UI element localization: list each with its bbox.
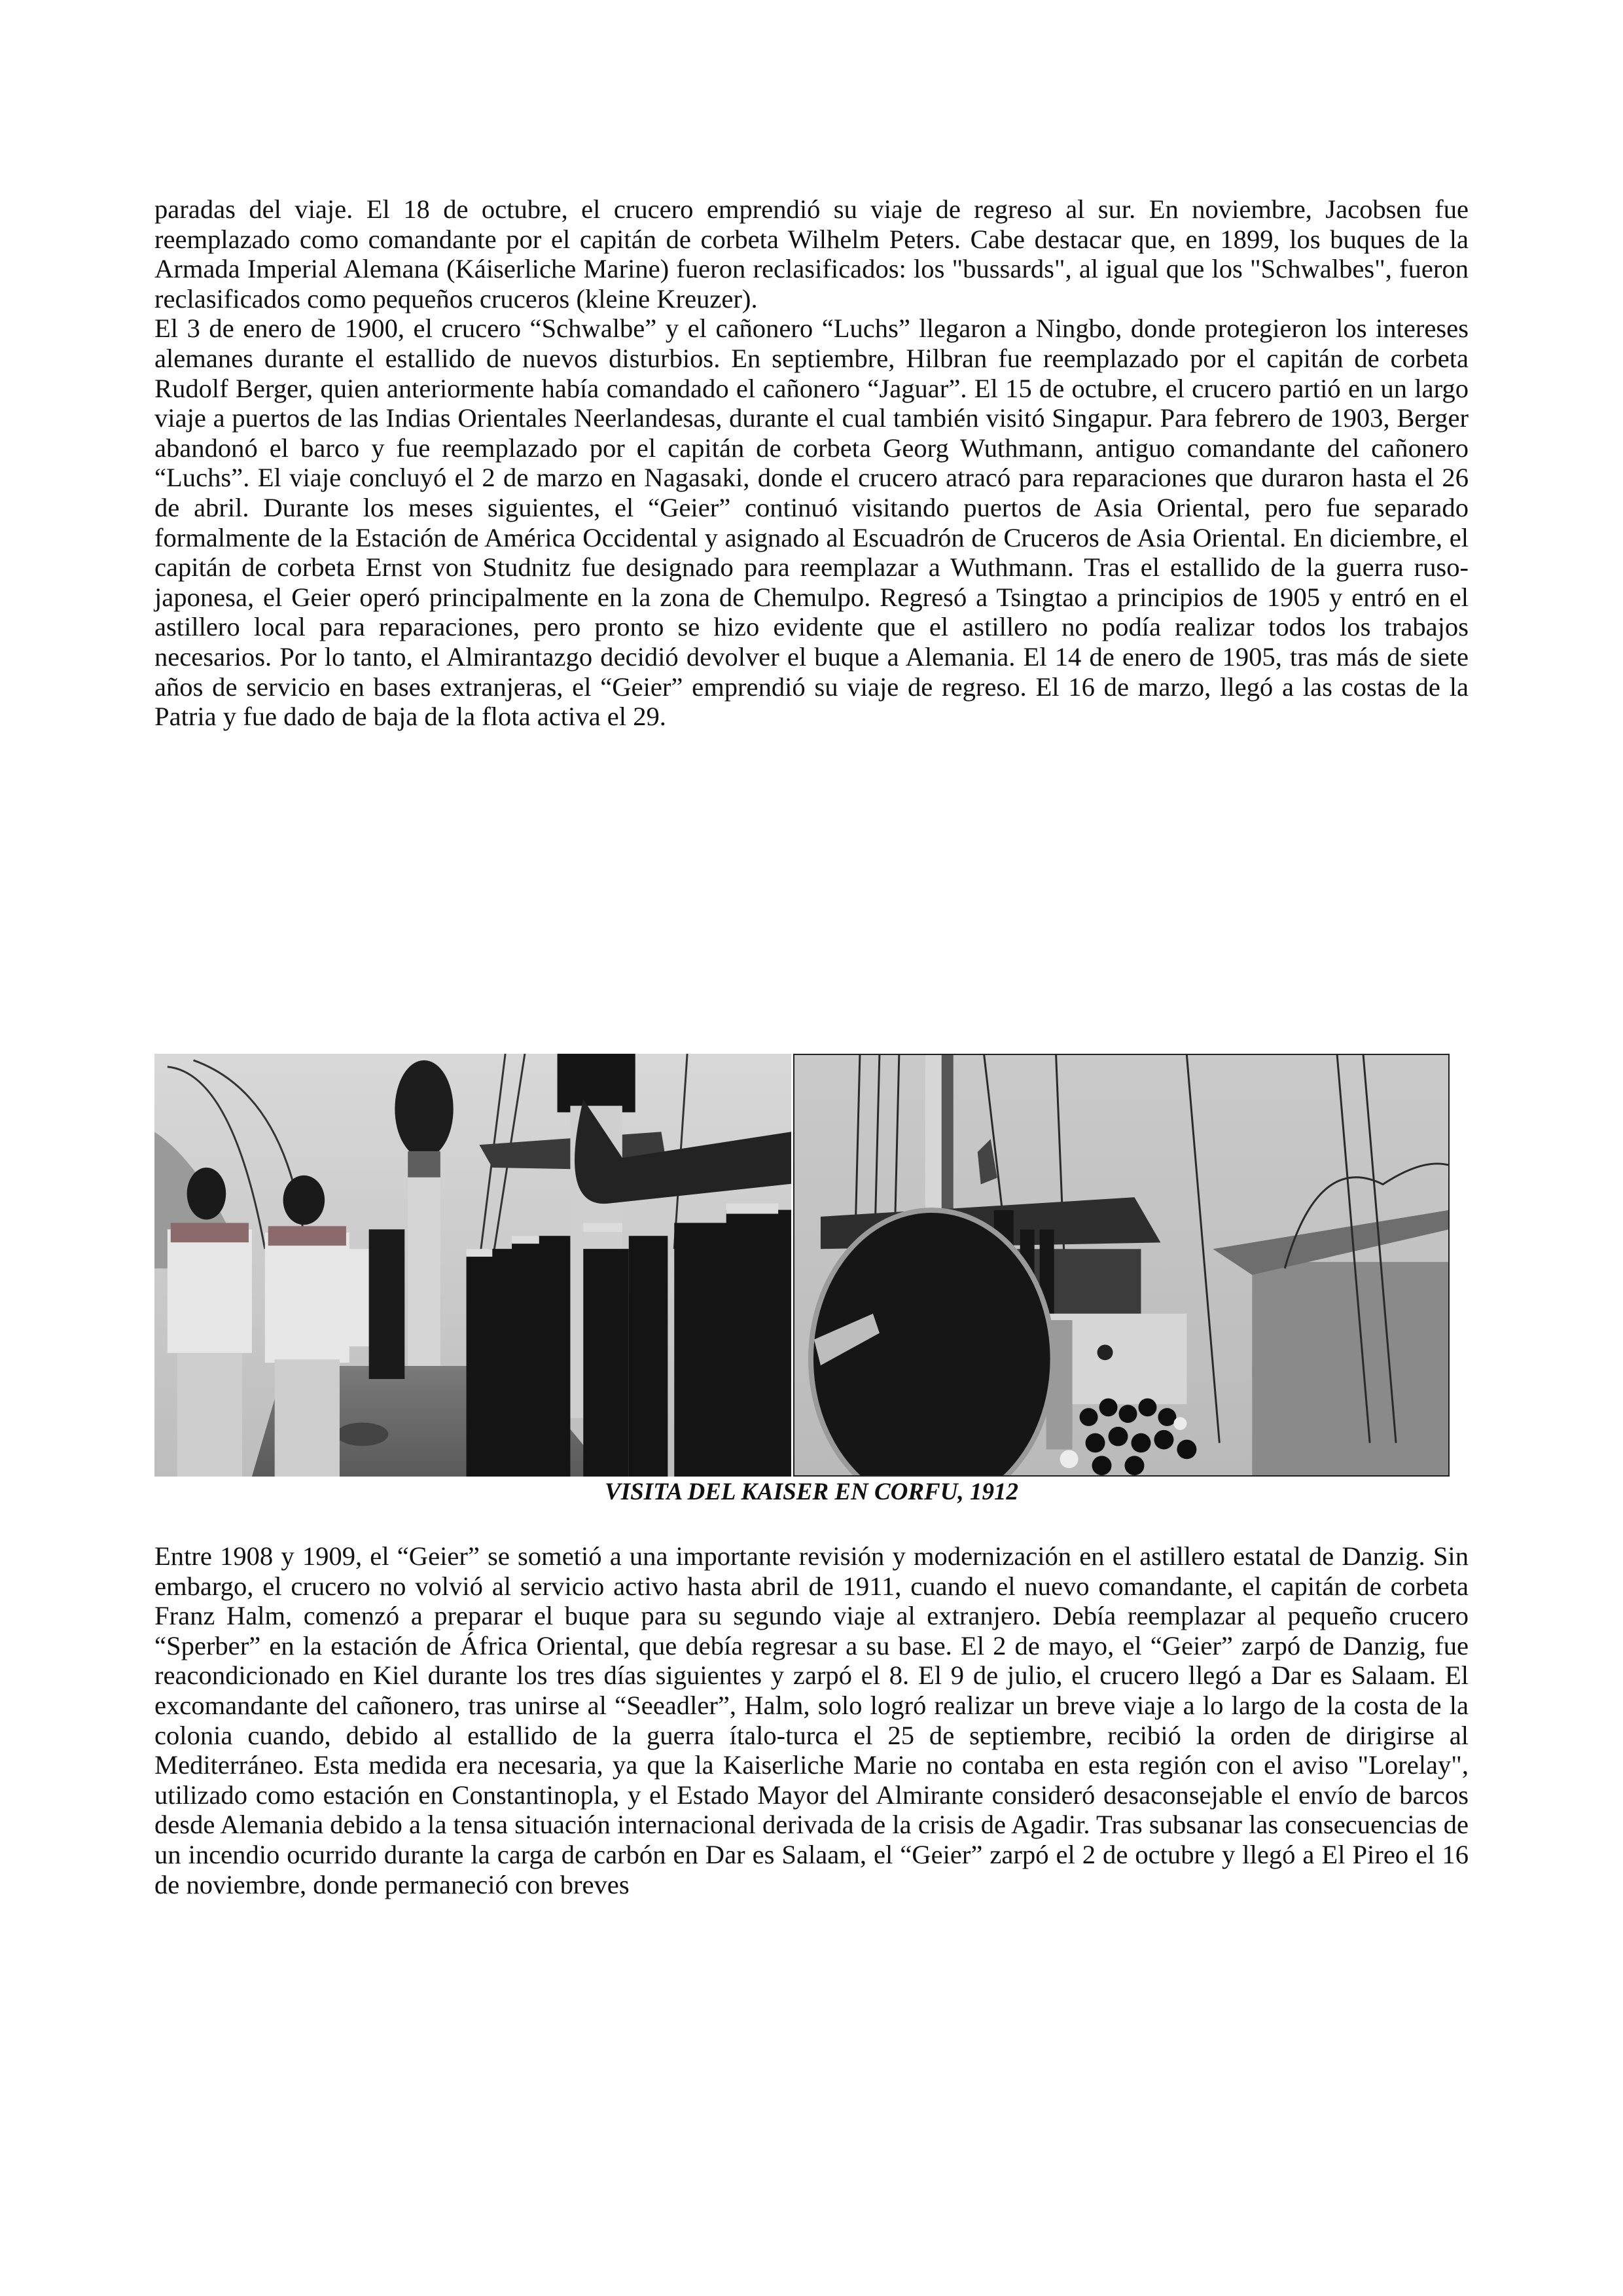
photo-left-deck-inspection	[154, 1054, 791, 1477]
paragraph-1: paradas del viaje. El 18 de octubre, el crucero emprendió su viaje de regreso al sur. En noviembre, Jacobsen fue reemplazado como comandante por el capitán de corbeta Wilhelm Peters. Cabe destacar que, en 1899, los buques de la Armada Imperial Alemana (Káiserliche Marine) fueron reclasificados: los "bussards", al igual que los "Schwalbes", fueron reclasificados como pequeños cruceros (kleine Kreuzer).	[154, 194, 1469, 314]
figure-caption: VISITA DEL KAISER EN CORFU, 1912	[605, 1479, 1018, 1505]
photo-right-ship-bridge	[793, 1054, 1450, 1477]
paragraph-2: El 3 de enero de 1900, el crucero “Schwalbe” y el cañonero “Luchs” llegaron a Ningbo, donde protegieron los intereses alemanes durante el estallido de nuevos disturbios. En septiembre, Hilbran fue reemplazado por el capitán de corbeta Rudolf Berger, quien anteriormente había comandado el cañonero “Jaguar”. El 15 de octubre, el crucero partió en un largo viaje a puertos de las Indias Orientales Neerlandesas, durante el cual también visitó Singapur. Para febrero de 1903, Berger abandonó el barco y fue reemplazado por el capitán de corbeta Georg Wuthmann, antiguo comandante del cañonero “Luchs”. El viaje concluyó el 2 de marzo en Nagasaki, donde el crucero atracó para reparaciones que duraron hasta el 26 de abril. Durante los meses siguientes, el “Geier” continuó visitando puertos de Asia Oriental, pero fue separado formalmente de la Estación de América Occidental y asignado al Escuadrón de Cruceros de Asia Oriental. En diciembre, el capitán de corbeta Ernst von Studnitz fue designado para reemplazar a Wuthmann. Tras el estallido de la guerra ruso-japonesa, el Geier operó principalmente en la zona de Chemulpo. Regresó a Tsingtao a principios de 1905 y entró en el astillero local para reparaciones, pero pronto se hizo evidente que el astillero no podía realizar todos los trabajos necesarios. Por lo tanto, el Almirantazgo decidió devolver el buque a Alemania. El 14 de enero de 1905, tras más de siete años de servicio en bases extranjeras, el “Geier” emprendió su viaje de regreso. El 16 de marzo, llegó a las costas de la Patria y fue dado de baja de la flota activa el 29.	[154, 314, 1469, 732]
text-block-lower	[154, 1541, 1469, 1899]
paragraph-3: Entre 1908 y 1909, el “Geier” se sometió a una importante revisión y modernización en el astillero estatal de Danzig. Sin embargo, el crucero no volvió al servicio activo hasta abril de 1911, cuando el nuevo comandante, el capitán de corbeta Franz Halm, comenzó a preparar el buque para su segundo viaje al extranjero. Debía reemplazar al pequeño crucero “Sperber” en la estación de África Oriental, que debía regresar a su base. El 2 de mayo, el “Geier” zarpó de Danzig, fue reacondicionado en Kiel durante los tres días siguientes y zarpó el 8. El 9 de julio, el crucero llegó a Dar es Salaam. El excomandante del cañonero, tras unirse al “Seeadler”, Halm, solo logró realizar un breve viaje a lo largo de la costa de la colonia cuando, debido al estallido de la guerra ítalo-turca el 25 de septiembre, recibió la orden de dirigirse al Mediterráneo. Esta medida era necesaria, ya que la Kaiserliche Marie no contaba en esta región con el aviso "Lorelay", utilizado como estación en Constantinopla, y el Estado Mayor del Almirante consideró desaconsejable el envío de barcos desde Alemania debido a la tensa situación internacional derivada de la crisis de Agadir. Tras subsanar las consecuencias de un incendio ocurrido durante la carga de carbón en Dar es Salaam, el “Geier” zarpó el 2 de octubre y llegó a El Pireo el 16 de noviembre, donde permaneció con breves	[154, 1541, 1469, 1899]
photo-left-image	[154, 1054, 791, 1477]
text-block-upper	[154, 194, 1469, 732]
photo-right-image	[794, 1055, 1448, 1475]
